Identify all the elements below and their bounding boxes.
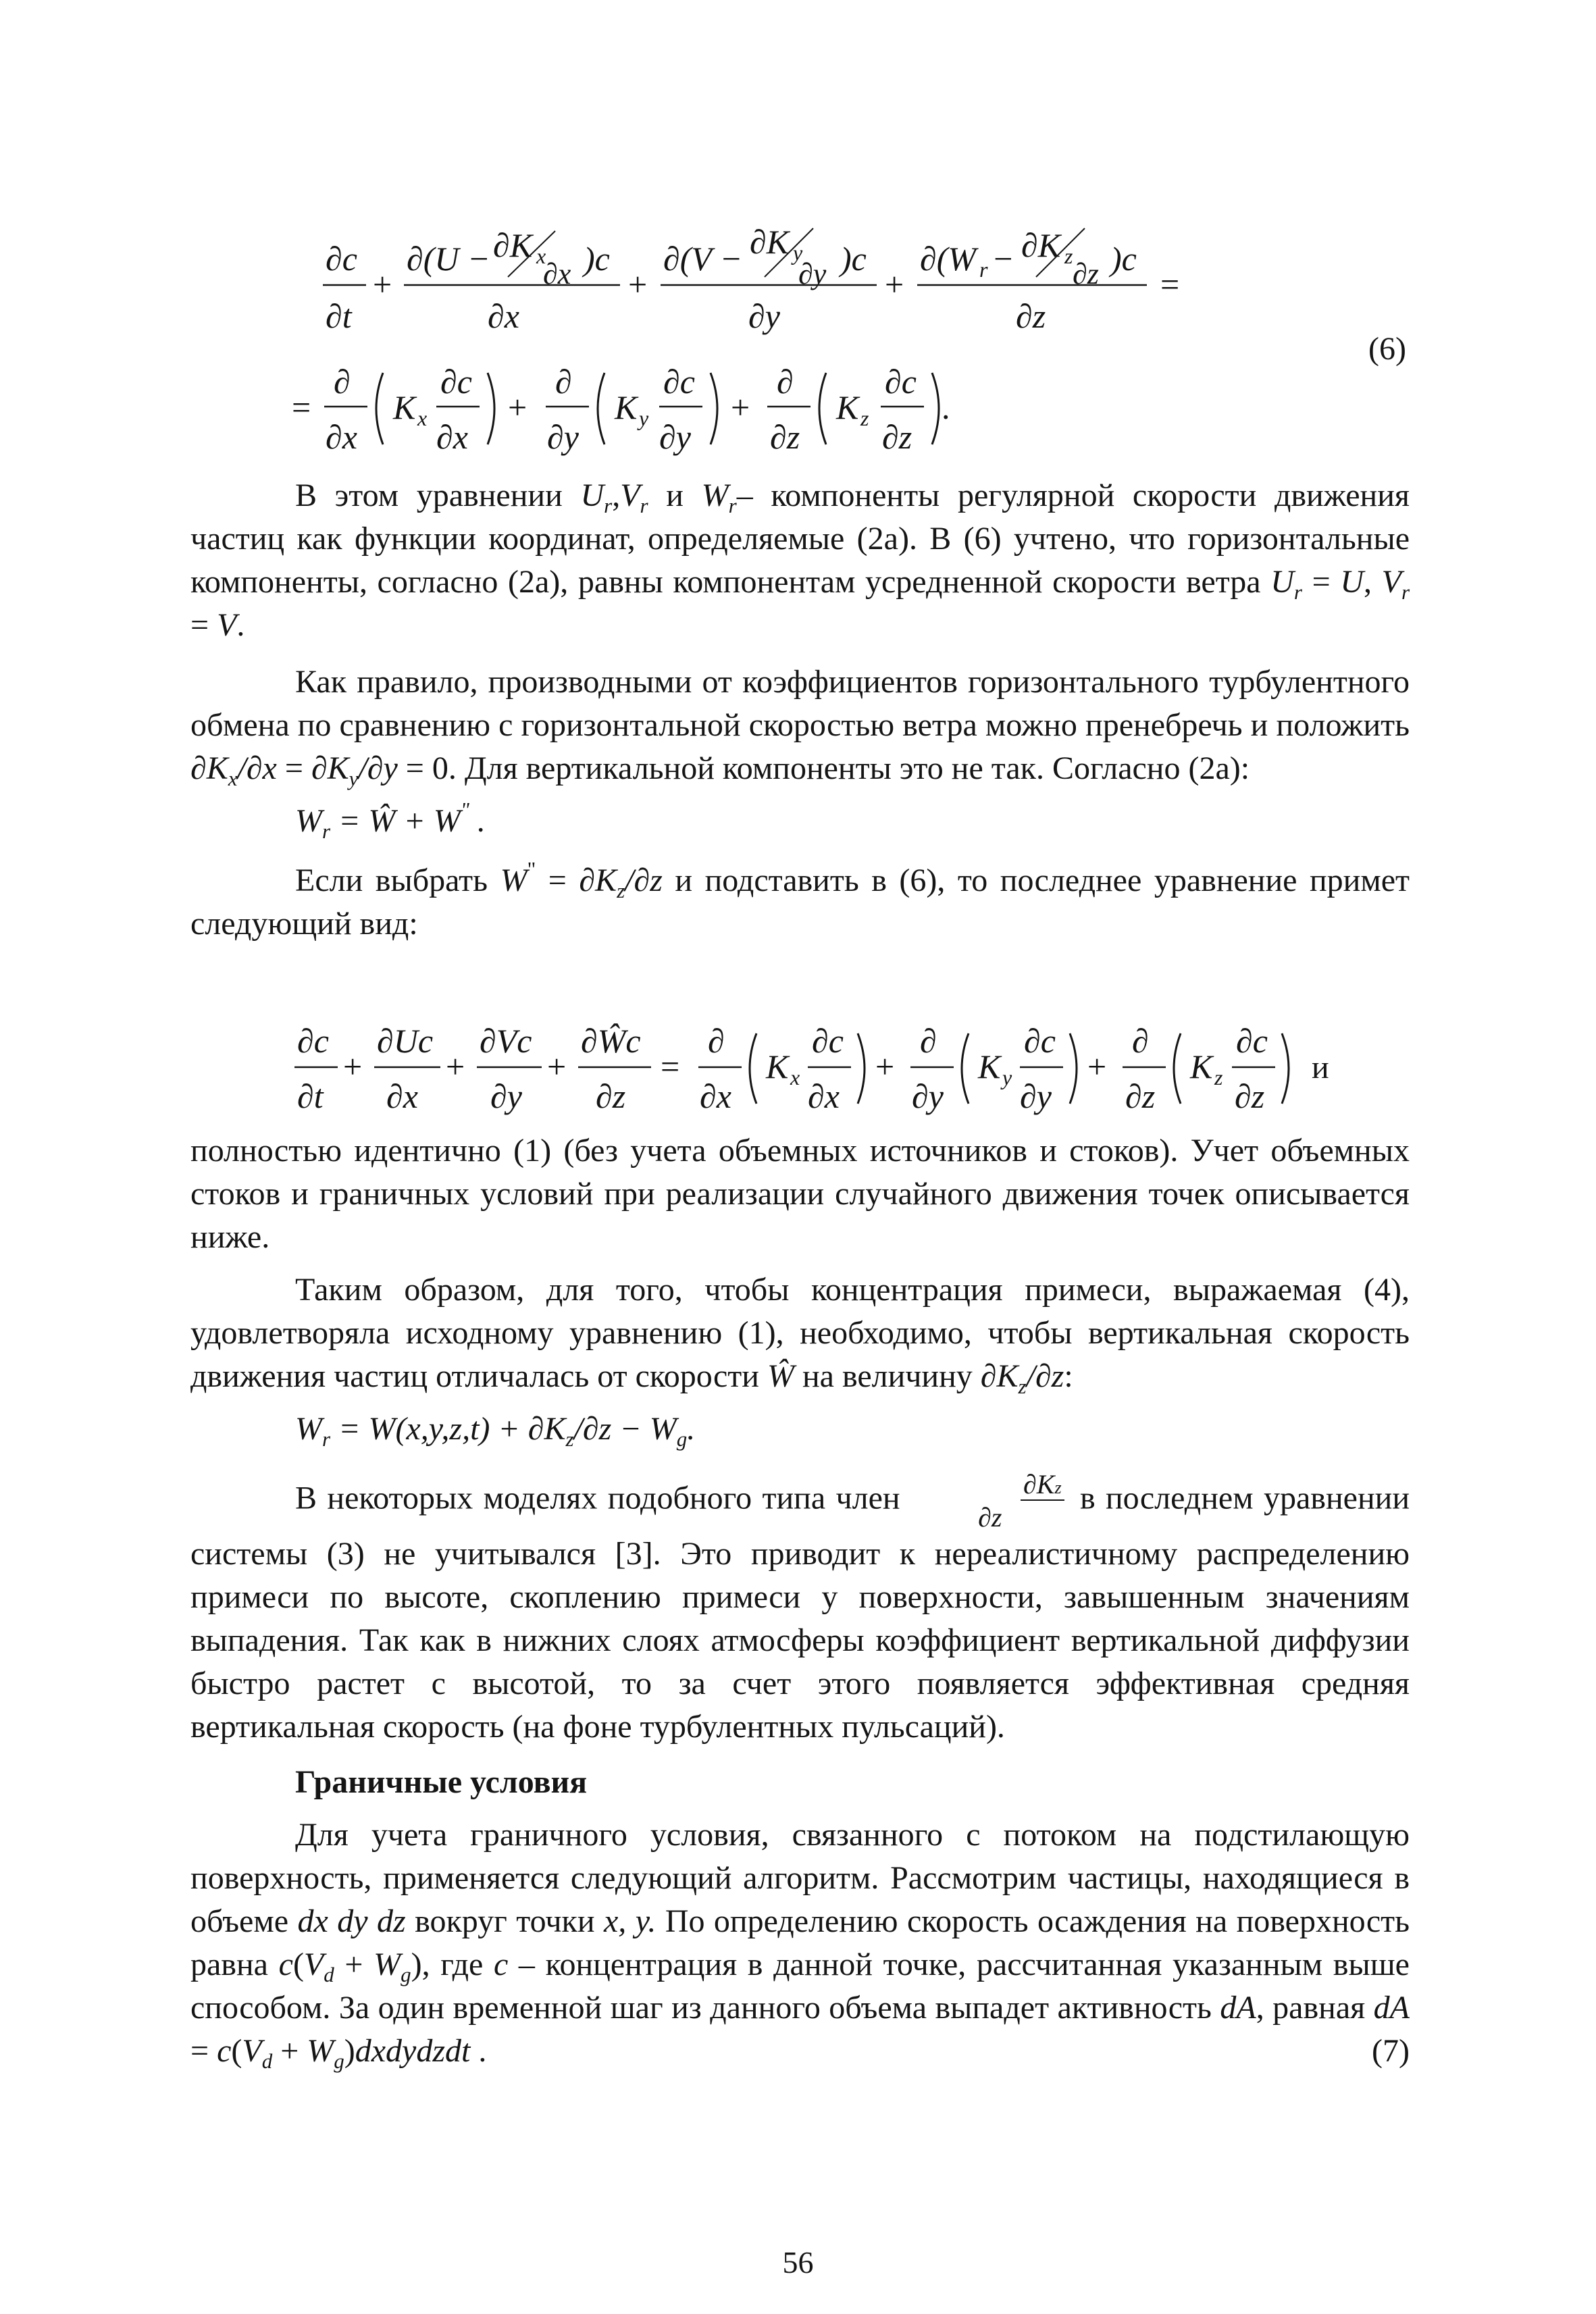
svg-text:−: − [992,240,1014,278]
svg-text:K: K [766,1048,789,1085]
svg-text:∂x: ∂x [326,418,357,456]
paragraph-2: Как правило, производными от коэффициентов горизонтального турбулентного обмена по сравнению с горизонтальной скоростью ветра можно пренебречь и положить $\partial K_x/\partial x = \partial K_y/\partial y = 0$. Для вертикальной компоненты это не так. Согласно (2а): [190,664,1410,790]
svg-text:+: + [373,265,392,303]
body-text-top [190,474,1410,946]
svg-text:∂t: ∂t [297,1077,324,1115]
page-number: 56 [782,2245,814,2280]
svg-text:)c: )c [840,240,867,278]
svg-text:∂x: ∂x [808,1077,840,1115]
svg-text:∂: ∂ [334,363,351,401]
svg-text:∂x: ∂x [386,1077,418,1115]
svg-text:+: + [446,1048,465,1085]
svg-text:∂: ∂ [1132,1022,1149,1060]
svg-text:∂c: ∂c [663,363,695,401]
svg-text:)c: )c [584,240,610,278]
svg-text:∂Uc: ∂Uc [377,1022,434,1060]
equation-transformed [190,1013,1410,1128]
equation-wr: $W_r$ = Ŵ + W" . [295,798,486,843]
svg-text:y: y [639,406,649,430]
svg-text:∂Ŵc: ∂Ŵc [581,1022,641,1060]
svg-text:+: + [731,388,750,426]
svg-text:=: = [292,388,311,426]
svg-text:x: x [417,406,428,430]
svg-text:K: K [978,1048,1001,1085]
svg-text:∂: ∂ [777,363,794,401]
svg-text:∂c: ∂c [885,363,917,401]
svg-text:∂x: ∂x [543,257,571,290]
svg-text:∂K: ∂K [750,223,790,261]
paragraph-7: Для учета граничного условия, связанного с потоком на подстилающую поверхность, применяется следующий алгоритм. Рассмотрим частицы, находящиеся в объеме dx dy dz вокруг точки x, y. По определению скорость осаждения на поверхность равна $c(V_d + W_g)$, где c – концентрация в данной точке, рассчитанная указанным выше способом. За один временной шаг из данного объема выпадет активность dA, равная dA = $c(V_d$ + $W_g)dxdydzdt$ . (7) [190,1817,1410,2073]
svg-text:x: x [790,1065,800,1089]
svg-text:+: + [508,388,527,426]
svg-text:∂z: ∂z [882,418,912,456]
equation-6-label: (6) [1368,331,1406,367]
svg-text:∂y: ∂y [659,418,691,456]
svg-text:z: z [860,406,869,430]
svg-text:∂z: ∂z [1073,257,1099,290]
svg-text:∂c: ∂c [812,1022,844,1060]
svg-text:=: = [661,1048,680,1085]
svg-text:∂c: ∂c [297,1022,329,1060]
paragraph-4: полностью идентично (1) (без учета объемных источников и стоков). Учет объемных стоков и граничных условий при реализации случайного движения точек описывается ниже. [190,1133,1410,1255]
svg-text:+: + [628,265,648,303]
svg-text:z: z [1064,244,1073,268]
svg-text:∂x: ∂x [436,418,468,456]
svg-text:∂(U −: ∂(U − [407,240,490,278]
svg-text:r: r [979,257,988,282]
equation-7-label: (7) [1372,2033,1410,2069]
section-heading: Граничные условия [295,1764,588,1800]
svg-text:y: y [1002,1065,1012,1089]
paragraph-5: Таким образом, для того, чтобы концентрация примеси, выражаемая (4), удовлетворяла исходному уравнению (1), необходимо, чтобы вертикальная скорость движения частиц отличалась от скорости Ŵ на величину $\partial K_z/\partial z$: [190,1272,1410,1398]
svg-text:+: + [1087,1048,1107,1085]
svg-text:∂K: ∂K [1021,226,1061,264]
svg-text:+: + [885,265,904,303]
paragraph-3: Если выбрать $W^" = \partial K_z/\partial z$ и подставить в (6), то последнее уравнение примет следующий вид: [190,857,1410,942]
svg-text:∂: ∂ [708,1022,725,1060]
svg-text:∂y: ∂y [1020,1077,1052,1115]
svg-text:∂t: ∂t [326,297,352,335]
svg-text:∂Vc: ∂Vc [480,1022,532,1060]
svg-text:z: z [1214,1065,1223,1089]
svg-text:∂y: ∂y [547,418,579,456]
svg-text:)c: )c [1110,240,1137,278]
svg-text:∂z: ∂z [770,418,800,456]
svg-text:∂: ∂ [920,1022,937,1060]
equation-and-word: и [1312,1050,1329,1085]
svg-text:K: K [393,388,416,426]
svg-text:K: K [615,388,638,426]
svg-text:+: + [875,1048,895,1085]
svg-text:∂c: ∂c [1236,1022,1268,1060]
svg-text:∂(V −: ∂(V − [663,240,743,278]
svg-text:∂K: ∂K [493,226,533,264]
body-text-bottom [190,1129,1410,2073]
svg-text:.: . [942,388,950,426]
svg-text:∂: ∂ [555,363,572,401]
svg-text:+: + [547,1048,567,1085]
svg-text:+: + [343,1048,363,1085]
svg-text:x: x [536,244,546,268]
svg-text:∂y: ∂y [748,297,780,335]
paragraph-6: В некоторых моделях подобного типа член ∂Kz ∂z в последнем уравнении системы (3) не учитывался [3]. Это приводит к нереалистичному распределению примеси по высоте, скоплению примеси у поверхности, завышенным значениям выпадения. Так как в нижних слоях атмосферы коэффициент вертикальной диффузии быстро растет с высотой, то за счет этого появляется эффективная средняя вертикальная скорость (на фоне турбулентных пульсаций). [190,1469,1410,1745]
svg-text:∂x: ∂x [488,297,519,335]
svg-text:K: K [836,388,859,426]
svg-text:∂y: ∂y [912,1077,944,1115]
equation-6 [190,182,1410,466]
svg-text:∂(W: ∂(W [920,240,977,278]
svg-text:∂y: ∂y [798,257,827,290]
svg-text:∂y: ∂y [490,1077,522,1115]
svg-text:y: y [793,240,803,265]
svg-text:∂z: ∂z [1125,1077,1156,1115]
svg-text:∂c: ∂c [1024,1022,1056,1060]
svg-text:∂c: ∂c [326,240,357,278]
paragraph-1: В этом уравнении $U_r,V_r$ и $W_r-$ компоненты регулярной скорости движения частиц как функции координат, определяемые (2а). В (6) учтено, что горизонтальные компоненты, согласно (2а), равны компонентам усредненной скорости ветра $U_r = U$, $V_r = V$. [190,478,1410,643]
svg-text:∂z: ∂z [596,1077,626,1115]
svg-text:K: K [1190,1048,1213,1085]
svg-text:∂c: ∂c [440,363,472,401]
svg-text:∂z: ∂z [1016,297,1046,335]
equation-wr-final: $W_r = W(x,y,z,t) + \partial K_z/\partial z - W_g$. [295,1411,696,1451]
svg-text:∂x: ∂x [700,1077,731,1115]
svg-text:∂z: ∂z [1235,1077,1265,1115]
svg-text:=: = [1160,265,1180,303]
